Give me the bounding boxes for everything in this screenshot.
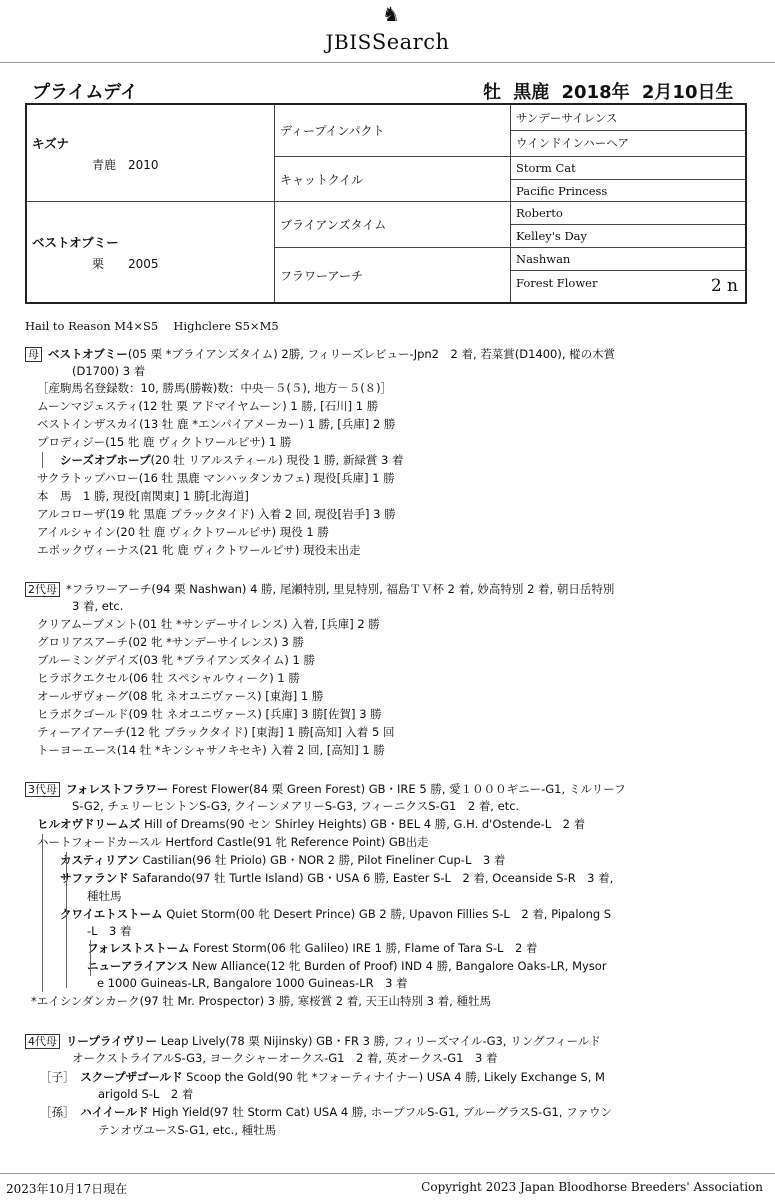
record-line	[37, 416, 395, 433]
horse-name-bold[interactable]: リープライヴリー	[66, 1034, 158, 1048]
section-heading-line	[25, 581, 614, 598]
record-line	[37, 380, 392, 397]
record-line	[37, 434, 291, 451]
record-line	[37, 724, 395, 741]
record-text: Quiet Storm(00 牝 Desert Prince) GB 2 勝, Upavon Fillies S-L 2 着, Pipalong S	[162, 907, 612, 921]
section-heading-line	[25, 346, 615, 363]
generation-label: 母	[25, 347, 42, 362]
record-line	[60, 870, 613, 887]
inbreeding-mark: 2 n	[710, 276, 738, 297]
horse-name-bold[interactable]: シーズオブホープ	[60, 453, 151, 467]
section-heading-line	[25, 781, 626, 798]
inbreeding-note: Hail to Reason M4×S5 Highclere S5×M5	[25, 319, 279, 333]
horse-name-bold[interactable]: ヒルオヴドリームズ	[37, 817, 141, 831]
record-text: Castilian(96 牡 Priolo) GB・NOR 2 勝, Pilot Fineliner Cup-L 3 着	[138, 853, 506, 867]
pedigree-sire[interactable]: キズナ 青鹿 2010	[26, 104, 275, 202]
record-line	[37, 706, 382, 723]
record-line	[37, 488, 249, 505]
record-text: Leap Lively(78 栗 Nijinsky) GB・FR 3 勝, フィリーズマイル-G3, リングフィールド	[157, 1034, 601, 1048]
horse-name-bold[interactable]: クワイエトストーム	[60, 907, 163, 921]
record-text: クリアムーブメント(01 牡 *サンデーサイレンス) 入着, [兵庫] 2 勝	[37, 617, 380, 631]
pedigree-gen3-7[interactable]: Nashwan	[511, 248, 747, 271]
record-text: 種牡馬	[87, 889, 122, 903]
footer-divider	[0, 1173, 775, 1174]
pedigree-gen3-3[interactable]: Storm Cat	[511, 156, 747, 179]
record-text: e 1000 Guineas-LR, Bangalore 1000 Guineas-LR 3 着	[97, 976, 408, 990]
record-line	[72, 798, 519, 815]
record-text: オールザヴォーグ(08 牝 ネオユニヴァース) [東海] 1 勝	[37, 689, 324, 703]
pedigree-gen3-1[interactable]: サンデーサイレンス	[511, 104, 747, 131]
record-line	[60, 852, 505, 869]
record-line	[72, 363, 145, 380]
record-text: アイルシャイン(20 牡 鹿 ヴィクトワールピサ) 現役 1 勝	[37, 525, 329, 539]
record-text: サクラトップハロー(16 牡 黒鹿 マンハッタンカフェ) 現役[兵庫] 1 勝	[37, 471, 395, 485]
generation-label: 3代母	[25, 782, 60, 797]
tree-bar	[66, 852, 67, 988]
pedigree-gen3-6[interactable]: Kelley's Day	[511, 225, 747, 248]
record-line	[97, 975, 408, 992]
tree-bar	[42, 834, 43, 992]
horse-name-bold[interactable]: サファランド	[60, 871, 129, 885]
pedigree-gen3-2[interactable]: ウインドインハーヘア	[511, 131, 747, 157]
record-line	[40, 1069, 605, 1086]
record-text: ハートフォードカースル Hertford Castle(91 牝 Reference Point) GB出走	[37, 835, 429, 849]
record-line	[31, 993, 491, 1010]
record-line	[37, 470, 395, 487]
pedigree-gen3-8[interactable]: Forest Flower 2 n	[511, 270, 747, 303]
pedigree-gen3-5[interactable]: Roberto	[511, 202, 747, 225]
horse-name-bold[interactable]: フォレストストーム	[87, 941, 190, 955]
record-text: プロディジー(15 牝 鹿 ヴィクトワールピサ) 1 勝	[37, 435, 292, 449]
horse-name-bold[interactable]: カスティリアン	[60, 853, 139, 867]
record-text: New Alliance(12 牝 Burden of Proof) IND 4 勝, Bangalore Oaks-LR, Mysor	[188, 959, 607, 973]
record-text: ムーンマジェスティ(12 牡 栗 アドマイヤムーン) 1 勝, [石川] 1 勝	[37, 399, 379, 413]
copyright: Copyright 2023 Japan Bloodhorse Breeders' Association	[421, 1180, 763, 1194]
record-line	[72, 1050, 497, 1067]
horse-info: 牡 黒鹿 2018年 2月10日生	[483, 82, 734, 103]
record-text: ヒラボクエクセル(06 牡 スペシャルウィーク) 1 勝	[37, 671, 300, 685]
record-text: グロリアスアーチ(02 牝 *サンデーサイレンス) 3 勝	[37, 635, 304, 649]
record-text: *フラワーアーチ(94 栗 Nashwan) 4 勝, 尾瀬特別, 里見特別, 福島ＴＶ杯 2 着, 妙高特別 2 着, 朝日岳特別	[66, 582, 615, 596]
tree-bar	[66, 888, 67, 904]
record-text: arigold S-L 2 着	[98, 1087, 194, 1101]
pedigree-gen2-2[interactable]: キャットクイル	[275, 156, 511, 202]
record-line	[37, 670, 300, 687]
generation-label: 2代母	[25, 582, 60, 597]
record-text: ブルーミングデイズ(03 牝 *ブライアンズタイム) 1 勝	[37, 653, 315, 667]
record-line	[37, 816, 585, 833]
horse-name-bold[interactable]: フォレストフラワー	[66, 782, 169, 796]
record-text: 本 馬 1 勝, 現役[南関東] 1 勝[北海道]	[37, 489, 249, 503]
record-text: ［産駒馬名登録数：10, 勝馬(勝鞍)数：中央－５(５), 地方－５(８)］	[37, 381, 393, 395]
record-text: -L 3 着	[87, 924, 132, 938]
record-line	[37, 634, 304, 651]
pedigree-dam[interactable]: ベストオブミー 栗 2005	[26, 202, 275, 303]
record-line	[60, 452, 403, 469]
record-line	[37, 524, 329, 541]
record-text: Hill of Dreams(90 セン Shirley Heights) GB・BEL 4 勝, G.H. d'Ostende-L 2 着	[140, 817, 586, 831]
generation-label: 4代母	[25, 1034, 60, 1049]
record-text: (05 栗 *ブライアンズタイム) 2勝, フィリーズレビュー-Jpn2 2 着, 若菜賞(D1400), 樅の木賞	[127, 347, 616, 361]
record-line	[72, 598, 123, 615]
record-text: Forest Flower(84 栗 Green Forest) GB・IRE 5 勝, 愛１０００ギニー-G1, ミルリーフ	[168, 782, 626, 796]
record-text: テンオヴユースS-G1, etc., 種牡馬	[98, 1123, 277, 1137]
as-of-date: 2023年10月17日現在	[6, 1182, 128, 1196]
pedigree-gen2-3[interactable]: ブライアンズタイム	[275, 202, 511, 248]
tree-bar	[42, 452, 43, 468]
section-heading-line	[25, 1033, 601, 1050]
record-line	[98, 1086, 193, 1103]
record-line	[37, 616, 380, 633]
record-line	[87, 940, 537, 957]
record-text: ベストインザスカイ(13 牡 鹿 *エンパイアメーカー) 1 勝, [兵庫] 2 勝	[37, 417, 396, 431]
record-text: (D1700) 3 着	[72, 364, 146, 378]
record-text: (20 牡 リアルスティール) 現役 1 勝, 新緑賞 3 着	[150, 453, 404, 467]
record-text: 3 着, etc.	[72, 599, 124, 613]
record-text: ティーアイアーチ(12 牝 ブラックタイド) [東海] 1 勝[高知] 入着 5 回	[37, 725, 395, 739]
horse-name: プライムデイ	[32, 82, 138, 103]
record-line	[37, 652, 315, 669]
record-text: High Yield(97 牡 Storm Cat) USA 4 勝, ホープフルS-G1, ブルーグラスS-G1, ファウン	[148, 1105, 612, 1119]
record-text: アルコローザ(19 牝 黒鹿 ブラックタイド) 入着 2 回, 現役[岩手] 3 勝	[37, 507, 396, 521]
horse-name-bold[interactable]: ハイイールド	[80, 1105, 149, 1119]
record-text: ［子］	[40, 1070, 81, 1084]
record-line	[87, 958, 607, 975]
record-text: エポックヴィーナス(21 牝 鹿 ヴィクトワールピサ) 現役未出走	[37, 543, 361, 557]
record-line	[37, 542, 361, 559]
pedigree-gen3-4[interactable]: Pacific Princess	[511, 179, 747, 202]
record-text: S-G2, チェリーヒントンS-G3, クイーンメアリーS-G3, フィーニクスS-G1 2 着, etc.	[72, 799, 520, 813]
record-text: Scoop the Gold(90 牝 *フォーティナイナー) USA 4 勝, Likely Exchange S, M	[182, 1070, 605, 1084]
pedigree-table	[25, 103, 747, 304]
record-line	[37, 834, 429, 851]
record-text: *エイシンダンカーク(97 牡 Mr. Prospector) 3 勝, 寒桜賞 2 着, 天王山特別 3 着, 種牡馬	[31, 994, 491, 1008]
record-line	[37, 506, 396, 523]
horse-name-bold[interactable]: スクープザゴールド	[80, 1070, 183, 1084]
record-line	[87, 923, 132, 940]
record-text: ヒラボクゴールド(09 牡 ネオユニヴァース) [兵庫] 3 勝[佐賀] 3 勝	[37, 707, 382, 721]
record-text: Safarando(97 牡 Turtle Island) GB・USA 6 勝, Easter S-L 2 着, Oceanside S-R 3 着,	[128, 871, 614, 885]
tree-bar	[90, 940, 91, 976]
record-line	[37, 688, 323, 705]
logo-text: JBISSearch	[325, 30, 450, 54]
record-line	[98, 1122, 276, 1139]
pedigree-gen2-1[interactable]: ディープインパクト	[275, 104, 511, 156]
record-text: ［孫］	[40, 1105, 81, 1119]
record-line	[37, 742, 385, 759]
record-text: トーヨーエース(14 牡 *キンシャサノキセキ) 入着 2 回, [高知] 1 勝	[37, 743, 385, 757]
horse-logo-icon: ♞	[382, 2, 400, 26]
record-line	[37, 398, 378, 415]
record-text: Forest Storm(06 牝 Galileo) IRE 1 勝, Flame of Tara S-L 2 着	[189, 941, 538, 955]
record-line	[87, 888, 122, 905]
site-logo[interactable]	[0, 2, 775, 54]
record-line	[60, 906, 611, 923]
record-line	[40, 1104, 612, 1121]
horse-name-bold[interactable]: ベストオブミー	[48, 347, 128, 361]
record-text: オークストライアルS-G3, ヨークシャーオークス-G1 2 着, 英オークス-G1 3 着	[72, 1051, 498, 1065]
horse-name-bold[interactable]: ニューアライアンス	[87, 959, 189, 973]
header-divider	[0, 62, 775, 63]
pedigree-gen2-4[interactable]: フラワーアーチ	[275, 248, 511, 303]
